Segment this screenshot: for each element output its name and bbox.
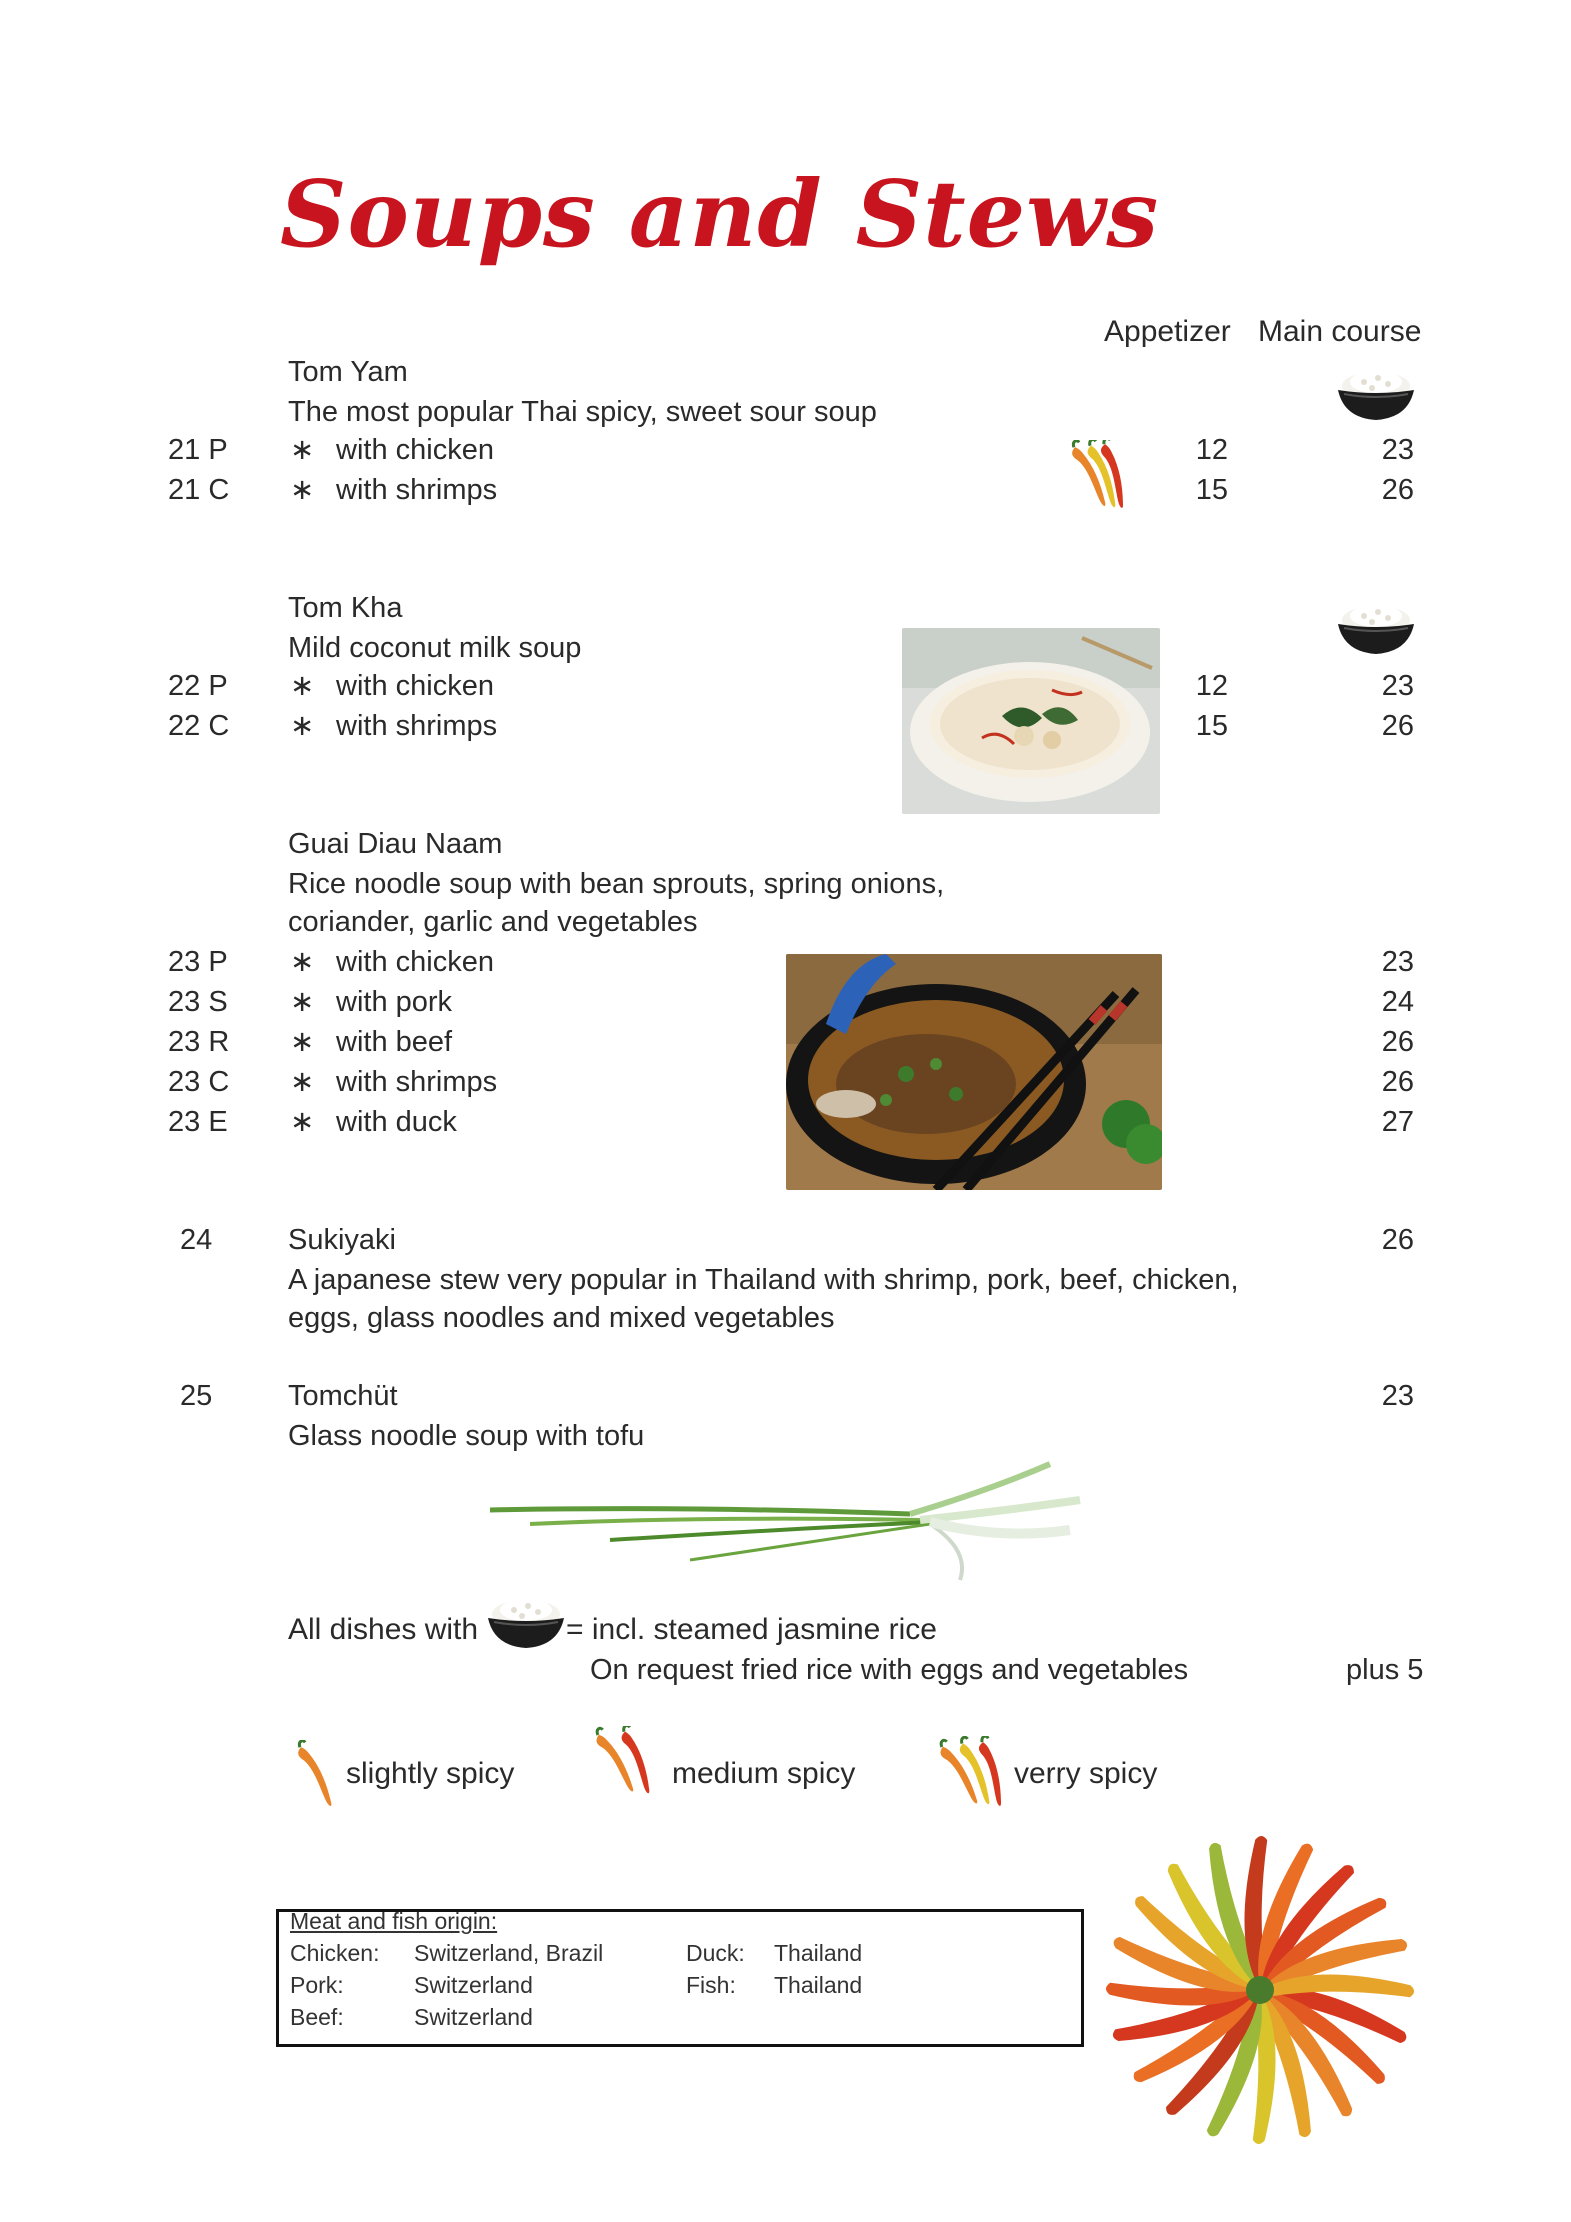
origin-meat: Pork: [290,1972,344,1998]
section-title-tom-yam: Tom Yam [288,356,408,388]
item-code: 21 P [168,434,228,466]
item-label: with beef [336,1026,453,1058]
origin-country: Thailand [774,1940,863,1966]
item-code: 23 S [168,986,228,1018]
rice-request-price: plus 5 [1346,1654,1424,1686]
section-description: coriander, garlic and vegetables [288,906,698,938]
section-title-guai-diau-naam: Guai Diau Naam [288,828,503,860]
item-label: with duck [336,1106,457,1138]
appetizer-price: 12 [1195,670,1228,702]
appetizer-price: 15 [1195,474,1228,506]
main-price: 27 [1381,1106,1414,1138]
item-label: with shrimps [336,710,498,742]
item-code: 23 R [168,1026,230,1058]
bullet-icon: ∗ [290,946,315,978]
item-code: 22 P [168,670,228,702]
three-chili-icon [928,1736,1018,1826]
bullet-icon: ∗ [290,670,315,702]
bullet-icon: ∗ [290,434,315,466]
item-label: with chicken [336,434,494,466]
item-code: 23 P [168,946,228,978]
very-spicy-icon [1062,440,1132,522]
bullet-icon: ∗ [290,986,315,1018]
spring-onion-illustration [490,1450,1090,1600]
main-price: 26 [1381,1026,1414,1058]
item-label: with shrimps [336,474,498,506]
wreath-center [1246,1976,1274,2004]
section-description: The most popular Thai spicy, sweet sour soup [288,396,877,428]
main-price: 26 [1381,474,1414,506]
item-code: 25 [180,1380,213,1412]
spice-legend-label: medium spicy [672,1757,856,1790]
origin-heading: Meat and fish origin: [290,1908,498,1934]
origin-meat: Fish: [686,1972,736,1998]
item-code: 24 [180,1224,213,1256]
section-title-sukiyaki: Sukiyaki [288,1224,396,1256]
rice-bowl-icon [484,1594,570,1656]
rice-request-note: On request fried rice with eggs and vegetables [590,1654,1189,1686]
origin-country: Thailand [774,1972,863,1998]
item-code: 23 C [168,1066,230,1098]
origin-country: Switzerland [414,1972,533,1998]
appetizer-column-header: Appetizer [1104,315,1231,348]
section-description: Mild coconut milk soup [288,632,582,664]
item-label: with chicken [336,670,494,702]
chili-wreath-illustration [1090,1820,1430,2160]
spice-legend-label: slightly spicy [346,1757,515,1790]
section-description: A japanese stew very popular in Thailand with shrimp, pork, beef, chicken, [288,1264,1239,1296]
origin-meat: Beef: [290,2004,344,2030]
main-price: 23 [1381,946,1414,978]
page-title: Soups and Stews [280,160,1160,268]
appetizer-price: 15 [1195,710,1228,742]
rice-bowl-icon [1334,600,1420,662]
item-label: with shrimps [336,1066,498,1098]
section-description: eggs, glass noodles and mixed vegetables [288,1302,835,1334]
two-chili-icon [584,1726,664,1810]
bullet-icon: ∗ [290,1026,315,1058]
section-title-tomchut: Tomchüt [288,1380,398,1412]
origin-meat: Chicken: [290,1940,380,1966]
main-course-column-header: Main course [1258,315,1422,348]
main-price: 23 [1381,670,1414,702]
appetizer-price: 12 [1195,434,1228,466]
rice-note-suffix: = incl. steamed jasmine rice [566,1613,937,1646]
rice-bowl-icon [1334,366,1420,428]
main-price: 26 [1381,1066,1414,1098]
section-description: Glass noodle soup with tofu [288,1420,645,1452]
main-price: 24 [1381,986,1414,1018]
bullet-icon: ∗ [290,710,315,742]
section-description: Rice noodle soup with bean sprouts, spring onions, [288,868,945,900]
item-code: 22 C [168,710,230,742]
rice-note-prefix: All dishes with [288,1613,479,1646]
section-title-tom-kha: Tom Kha [288,592,403,624]
origin-country: Switzerland, Brazil [414,1940,604,1966]
one-chili-icon [282,1740,342,1820]
bullet-icon: ∗ [290,1066,315,1098]
tom-kha-photo [902,628,1160,814]
item-label: with pork [336,986,453,1018]
item-code: 23 E [168,1106,228,1138]
main-price: 23 [1381,1380,1414,1412]
item-label: with chicken [336,946,494,978]
main-price: 26 [1381,710,1414,742]
bullet-icon: ∗ [290,474,315,506]
spice-legend-label: verry spicy [1014,1757,1158,1790]
origin-meat: Duck: [686,1940,745,1966]
origin-country: Switzerland [414,2004,533,2030]
noodle-soup-photo [786,954,1162,1190]
main-price: 23 [1381,434,1414,466]
item-code: 21 C [168,474,230,506]
main-price: 26 [1381,1224,1414,1256]
bullet-icon: ∗ [290,1106,315,1138]
